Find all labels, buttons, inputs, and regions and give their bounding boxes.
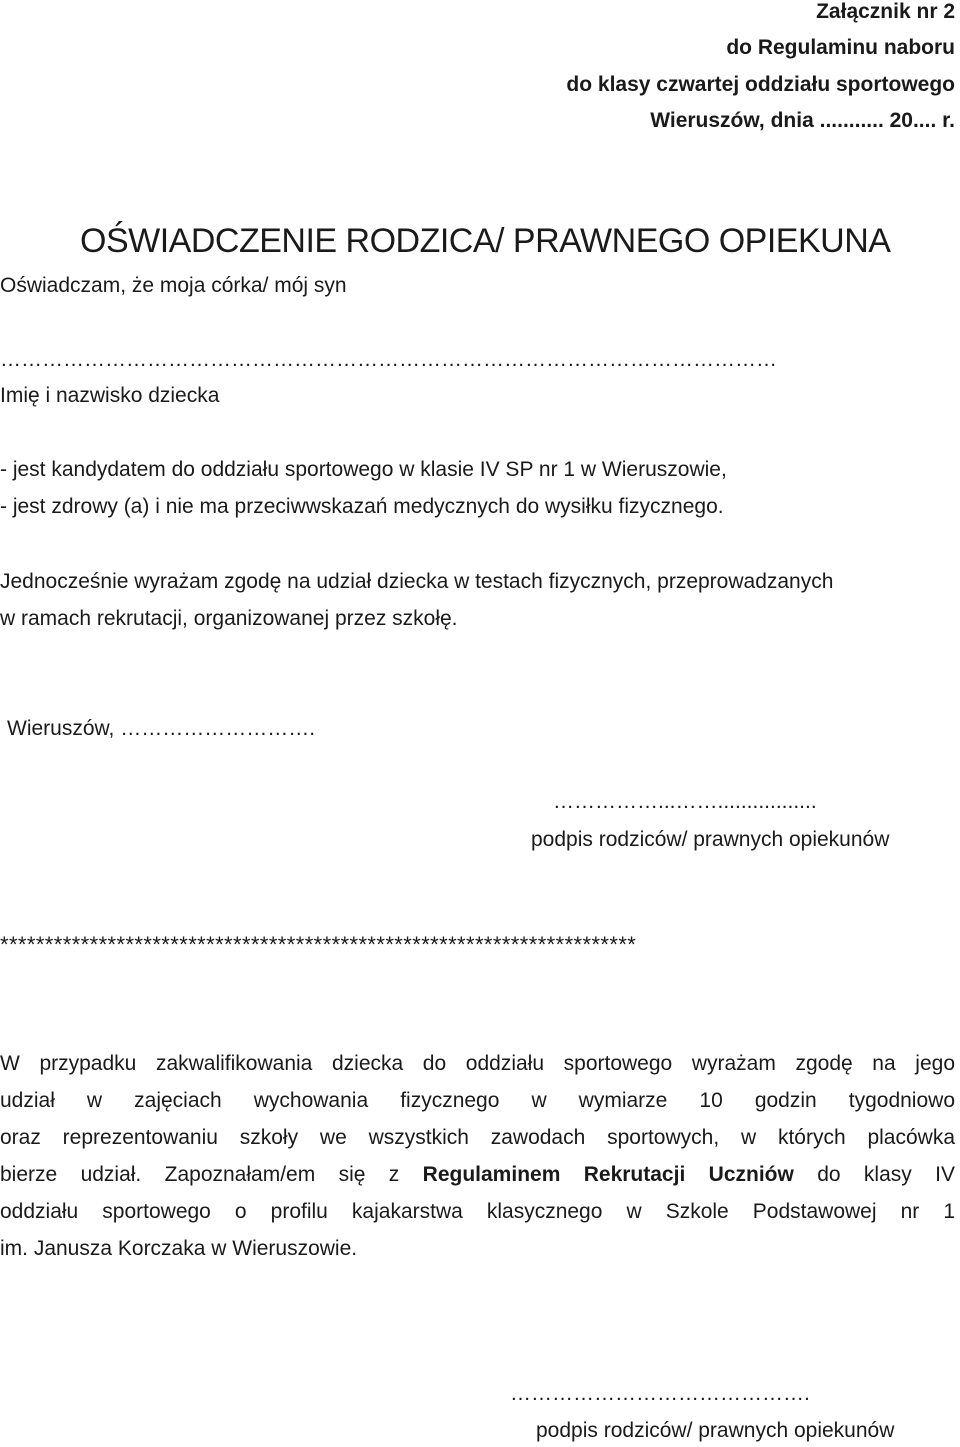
child-name-label: Imię i nazwisko dziecka [0,384,220,407]
statement-health: - jest zdrowy (a) i nie ma przeciwwskazań medycznych do wysiłku fizycznego. [0,495,724,518]
signature-field-1[interactable]: ……………...……................. [553,790,817,813]
consent-line-1: Jednocześnie wyrażam zgodę na udział dziecka w testach fizycznych, przeprowadzanych [0,570,834,593]
paragraph-line-2: udział w zajęciach wychowania fizycznego w wymiarze 10 godzin tygodniowo [0,1089,955,1112]
signature-label-2: podpis rodziców/ prawnych opiekunów [536,1419,895,1442]
document-title: OŚWIADCZENIE RODZICA/ PRAWNEGO OPIEKUNA [80,222,891,260]
sports-consent-paragraph [0,1045,955,1267]
signature-label-1: podpis rodziców/ prawnych opiekunów [531,828,890,851]
paragraph-line-3: oraz reprezentowaniu szkoły we wszystkich zawodach sportowych, w których placówka [0,1126,955,1149]
signature-field-2[interactable]: ……………………………………. [510,1382,810,1405]
statement-candidate: - jest kandydatem do oddziału sportowego w klasie IV SP nr 1 w Wieruszowie, [0,458,727,481]
paragraph-line-5: oddziału sportowego o profilu kajakarstwa klasycznego w Szkole Podstawowej nr 1 [0,1200,955,1223]
paragraph-line-4 [0,1156,955,1193]
attachment-number: Załącznik nr 2 [816,0,955,23]
place-date-header: Wieruszów, dnia ........... 20.... r. [650,109,955,132]
paragraph-line-6: im. Janusza Korczaka w Wieruszowie. [0,1237,358,1260]
child-name-field[interactable]: ………………………………………………………………………………………………… [0,348,777,371]
paragraph-line-4-start: bierze udział. Zapoznałam/em się z [0,1163,400,1186]
regulation-reference: do Regulaminu naboru [726,36,955,59]
separator-line: *********************************************************************** [0,932,637,957]
intro-text: Oświadczam, że moja córka/ mój syn [0,274,347,297]
consent-line-2: w ramach rekrutacji, organizowanej przez szkołę. [0,607,458,630]
class-reference: do klasy czwartej oddziału sportowego [566,73,955,96]
regulation-title: Regulaminem Rekrutacji Uczniów [422,1163,794,1186]
paragraph-line-1: W przypadku zakwalifikowania dziecka do oddziału sportowego wyrażam zgodę na jego [0,1052,955,1075]
place-date-field[interactable]: Wieruszów, ………………………. [7,717,316,740]
paragraph-line-4-end: do klasy IV [817,1163,955,1186]
